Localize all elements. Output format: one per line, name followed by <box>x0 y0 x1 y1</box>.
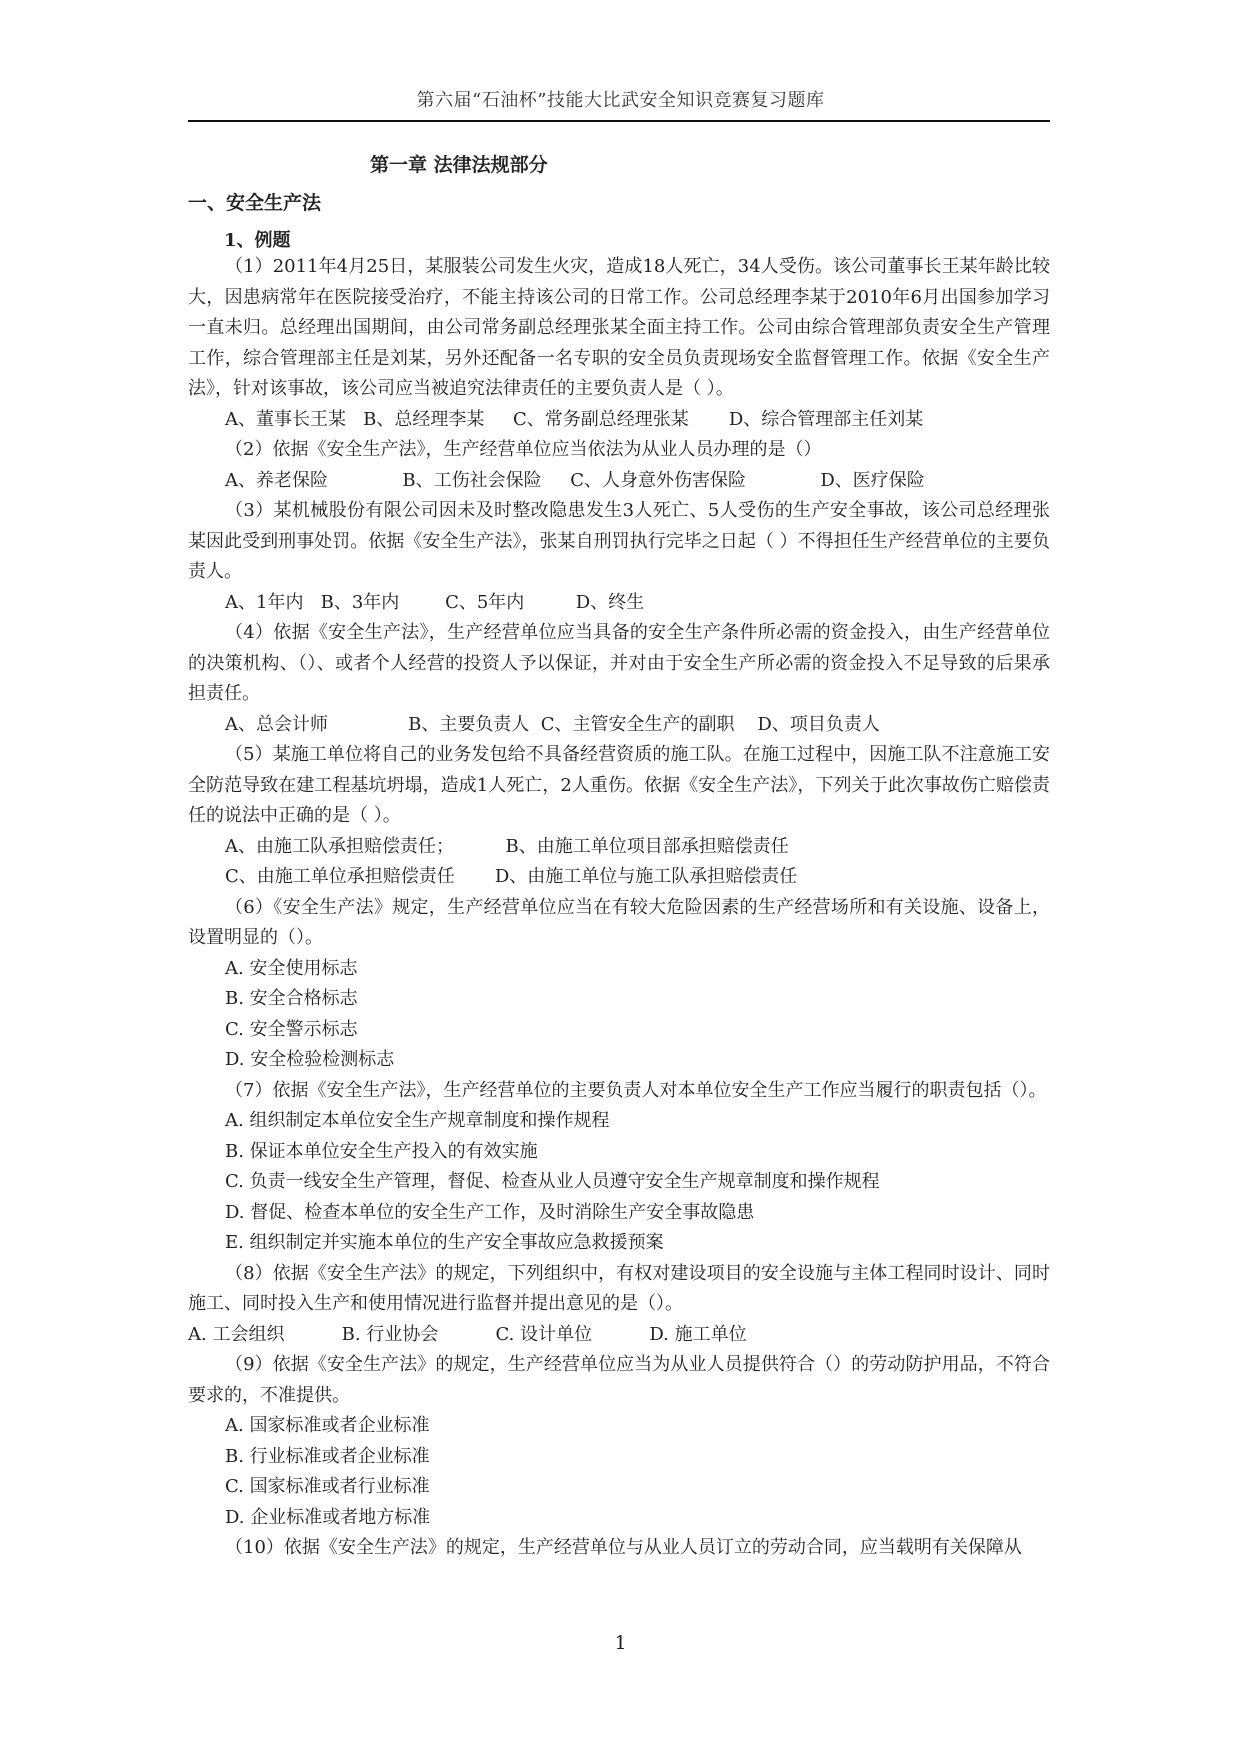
answer-options: A. 工会组织 B. 行业协会 C. 设计单位 D. 施工单位 <box>188 1323 747 1345</box>
question-text: （9）依据《安全生产法》的规定，生产经营单位应当为从业人员提供符合（）的劳动防护用品，不符合要求的，不准提供。 <box>188 1354 1050 1406</box>
answer-option: B. 保证本单位安全生产投入的有效实施 <box>225 1140 538 1162</box>
answer-option: C、由施工单位承担赔偿责任 D、由施工单位与施工队承担赔偿责任 <box>225 866 798 887</box>
question-text: （1）2011年4月25日，某服装公司发生火灾，造成18人死亡，34人受伤。该公司董事长王某年龄比较大，因患病常年在医院接受治疗，不能主持该公司的日常工作。公司总经理李某于2010年6月出国参加学习一直未归。总经理出国期间，由公司常务副总经理张某全面主持工作。公司由综合管理部负责安全生产管理工作，综合管理部主任是刘某，另外还配备一名专职的安全员负责现场安全监督管理工作。依据《安全生产法》，针对该事故，该公司应当被追究法律责任的主要负责人是（ ）。 <box>188 256 1050 399</box>
question-text: （4）依据《安全生产法》，生产经营单位应当具备的安全生产条件所必需的资金投入，由生产经营单位的决策机构、（）、或者个人经营的投资人予以保证，并对由于安全生产所必需的资金投入不足导致的后果承担责任。 <box>188 622 1050 704</box>
question-text: （8）依据《安全生产法》的规定，下列组织中，有权对建设项目的安全设施与主体工程同时设计、同时施工、同时投入生产和使用情况进行监督并提出意见的是（）。 <box>188 1262 1050 1314</box>
page-number: 1 <box>614 1632 627 1654</box>
question-text: （2）依据《安全生产法》，生产经营单位应当依法为从业人员办理的是（） <box>225 439 822 460</box>
running-header: 第六届“石油杯”技能大比武安全知识竞赛复习题库 <box>416 90 825 111</box>
answer-option: A、董事长王某 B、总经理李某 C、常务副总经理张某 D、综合管理部主任刘某 <box>225 408 924 430</box>
answer-option: A. 国家标准或者企业标准 <box>225 1415 430 1436</box>
answer-option: D. 安全检验检测标志 <box>225 1049 395 1070</box>
answer-option: D. 督促、检查本单位的安全生产工作，及时消除生产安全事故隐患 <box>225 1201 755 1223</box>
question-text: （5）某施工单位将自己的业务发包给不具备经营资质的施工队。在施工过程中，因施工队不注意施工安全防范导致在建工程基坑坍塌，造成1人死亡，2人重伤。依据《安全生产法》，下列关于此次事故伤亡赔偿责任的说法中正确的是（ ）。 <box>188 744 1050 826</box>
answer-option: A. 组织制定本单位安全生产规章制度和操作规程 <box>225 1110 610 1131</box>
answer-option: C. 负责一线安全生产管理，督促、检查从业人员遵守安全生产规章制度和操作规程 <box>225 1171 880 1192</box>
subsection-title: 1、例题 <box>224 230 291 251</box>
answer-option: B. 行业标准或者企业标准 <box>225 1445 430 1467</box>
answer-option: A、1年内 B、3年内 C、5年内 D、终生 <box>225 591 645 613</box>
chapter-title: 第一章 法律法规部分 <box>370 154 548 176</box>
answer-option: A、总会计师 B、主要负责人 C、主管安全生产的副职 D、项目负责人 <box>225 713 880 735</box>
question-text: （3）某机械股份有限公司因未及时整改隐患发生3人死亡、5人受伤的生产安全事故，该公司总经理张某因此受到刑事处罚。依据《安全生产法》，张某自刑罚执行完毕之日起（ ）不得担任生产经营单位的主要负责人。 <box>188 500 1050 582</box>
answer-option: A、养老保险 B、工伤社会保险 C、人身意外伤害保险 D、医疗保险 <box>225 469 925 491</box>
header-divider <box>188 120 1050 122</box>
section-title: 一、安全生产法 <box>188 192 322 214</box>
answer-option: A. 安全使用标志 <box>225 957 358 979</box>
answer-option: A、由施工队承担赔偿责任； B、由施工单位项目部承担赔偿责任 <box>225 835 789 857</box>
question-content <box>188 252 1050 1564</box>
answer-option: D. 企业标准或者地方标准 <box>225 1506 431 1528</box>
answer-option: C. 安全警示标志 <box>225 1018 358 1040</box>
answer-option: C. 国家标准或者行业标准 <box>225 1476 430 1497</box>
question-text: （10）依据《安全生产法》的规定，生产经营单位与从业人员订立的劳动合同，应当载明有关保障从 <box>225 1537 1022 1558</box>
answer-option: B. 安全合格标志 <box>225 988 358 1009</box>
answer-option: E. 组织制定并实施本单位的生产安全事故应急救援预案 <box>225 1232 664 1253</box>
question-text: （6）《安全生产法》规定，生产经营单位应当在有较大危险因素的生产经营场所和有关设施、设备上，设置明显的（）。 <box>188 896 1050 948</box>
question-text: （7）依据《安全生产法》，生产经营单位的主要负责人对本单位安全生产工作应当履行的职责包括（）。 <box>225 1079 1047 1101</box>
